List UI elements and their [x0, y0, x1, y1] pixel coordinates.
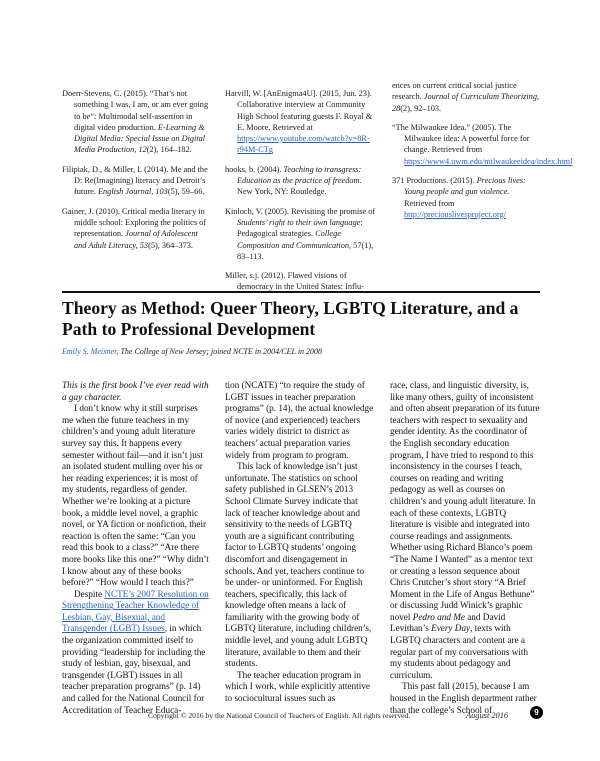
reference-item: ences on current critical social justice research. Journal of Curriculum Theorizing, 28(2), 92–103. [392, 81, 540, 113]
reference-item: Miller, s.j. (2012). Flawed visions of democracy in the United States: Influ- [225, 271, 364, 292]
resolution-link[interactable]: NCTE’s 2007 Resolution on Strengthening Teacher Knowledge of Lesbian, Gay, Bisexual, and Transgender (LGBT) Issues [62, 588, 209, 634]
paragraph: The teacher education program in which I work, while explicitly attentive to sociocultural issues such as [225, 669, 370, 704]
paragraph: tion (NCATE) “to require the study of LGBT issues in teacher preparation programs” (p. 14), the actual knowledge of novice (and experienced) teachers varies widely district to district as teachers’ actual preparation varies widely from program to program. [225, 380, 374, 460]
body-column-3 [390, 380, 540, 716]
reference-item: hooks, b. (2004). Teaching to transgress: Education as the practice of freedom. New York, NY: Routledge. [225, 164, 362, 197]
issue-date: August 2016 [466, 711, 509, 720]
references-column-3 [392, 80, 573, 228]
references-column-1 [62, 88, 212, 259]
author-name: Emily S. Meixner, [62, 347, 119, 356]
intro-quote: This is the first book I’ve ever read with a gay character. [62, 380, 209, 402]
reference-item: Gainer, J. (2010). Critical media literacy in middle school: Exploring the politics of representation. Journal of Adolescent and Adult Literacy, 53(5), 364–373. [62, 206, 207, 250]
page-number: 9 [530, 706, 543, 719]
paragraph: race, class, and linguistic diversity, is, like many others, guilty of inconsistent and often absent preparation of its future teachers with respect to sexuality and gender identity. As the coordinator of the English secondary education program, I have tried to respond to this inconsistency in the courses I teach, courses on reading and writing pedagogy as well as courses on children’s and young adult literature. In each of these contexts, LGBTQ literature is visible and integrated into course readings and assignments. Whether using Richard Blanco’s poem “The Name I Wanted” as a mentor text or creating a lesson sequence about Chris Crutcher’s short story “A Brief Moment in the Life of Angus Bethune” or discussing Judd Winick’s graphic novel Pedro and Me and David Levithan’s Every Day, texts with LGBTQ characters and content are a regular part of my conversations with my students about pedagogy and curriculum. [390, 380, 540, 680]
reference-item: 371 Productions. (2015). Precious lives: Young people and gun violence. Retrieved from http://preciouslivesproject.org/ [392, 176, 526, 219]
paragraph: Despite NCTE’s 2007 Resolution on Strengthening Teacher Knowledge of Lesbian, Gay, Bisexual, and Transgender (LGBT) Issues, in which the organization committed itself to providing “leadership for including the study of lesbian, gay, bisexual, and transgender (LGBT) issues in all teacher preparation programs” (p. 14) and called for the National Council for Accreditation of Teacher Educa- [62, 588, 209, 715]
author-affiliation: The College of New Jersey; joined NCTE in 2004/CEL in 2008 [120, 347, 323, 356]
byline [62, 347, 542, 356]
body-column-1 [62, 380, 210, 716]
article-title: Theory as Method: Queer Theory, LGBTQ Literature, and a Path to Professional Development [62, 298, 519, 339]
reference-link[interactable]: http://preciouslivesproject.org/ [404, 209, 506, 219]
paragraph: I don’t know why it still surprises me when the future teachers in my children’s and young adult literature survey say this. It happens every semester without fail—and it isn’t just an isolated student mulling over his or her reading experiences; it is most of my students, regardless of gender. Whether we’re looking at a picture book, a middle level novel, a graphic novel, or YA fiction or nonfiction, their reaction is often the same: “Can you read this book to a class?” “Are there more books like this one?” “Why didn’t I know about any of these books before?” “How would I teach this?” [62, 403, 209, 588]
reference-item: Filipiak, D., & Miller, I. (2014). Me and the D: Re(Imagining) literacy and Detroit’s future. English Journal, 103(5), 59–66. [62, 164, 208, 197]
reference-link[interactable]: https://www4.uwm.edu/milwaukeeidea/index.html [404, 156, 573, 166]
paragraph: This lack of knowledge isn’t just unfortunate. The statistics on school safety published in GLSEN’s 2013 School Climate Survey indicate that lack of teacher knowledge about and sensitivity to the needs of LGBTQ youth are a significant contributing factor to LGBTQ students’ ongoing discomfort and disengagement in schools. And yet, teachers continue to be under- or uninformed. For English teachers, specifically, this lack of knowledge often means a lack of familiarity with the growing body of LGBTQ literature, including children’s, middle level, and young adult LGBTQ literature, available to them and their students. [225, 461, 372, 669]
body-column-2 [225, 380, 375, 705]
reference-item: Doerr-Stevens, C. (2015). “That’s not something I was, I am, or am ever going to be”: Multimodal self-assertion in digital video production. E-Learning & Digital Media: Special Issue on Digital Media Production, 12(2), 164–182. [62, 89, 209, 155]
paragraph: This past fall (2015), because I am housed in the English department rather than the college’s School of [390, 681, 537, 715]
copyright-notice: Copyright © 2016 by the National Council of Teachers of English. All rights reserved. [148, 711, 411, 720]
reference-link[interactable]: https://www.youtube.com/watch?v=8R-r94M-CTg [237, 134, 370, 155]
reference-item: Kinloch, V. (2005). Revisiting the promise of Students’ right to their own language: Pedagogical strategies. College Composition and Communication, 57(1), 83–113. [225, 206, 376, 261]
references-column-2 [225, 88, 378, 301]
section-divider [62, 291, 540, 293]
reference-item: “The Milwaukee Idea.” (2005). The Milwaukee idea: A powerful force for change. Retrieved from https://www4.uwm.edu/milwaukeeidea/index.html [392, 122, 573, 166]
reference-item: Harvill, W. [AnEnigma4U]. (2015, Jun. 23). Collaborative interview at Community High School featuring guests F. Royal & E. Moore. Retrieved at https://www.youtube.com/watch?v=8R-r94M-CTg [225, 89, 373, 155]
